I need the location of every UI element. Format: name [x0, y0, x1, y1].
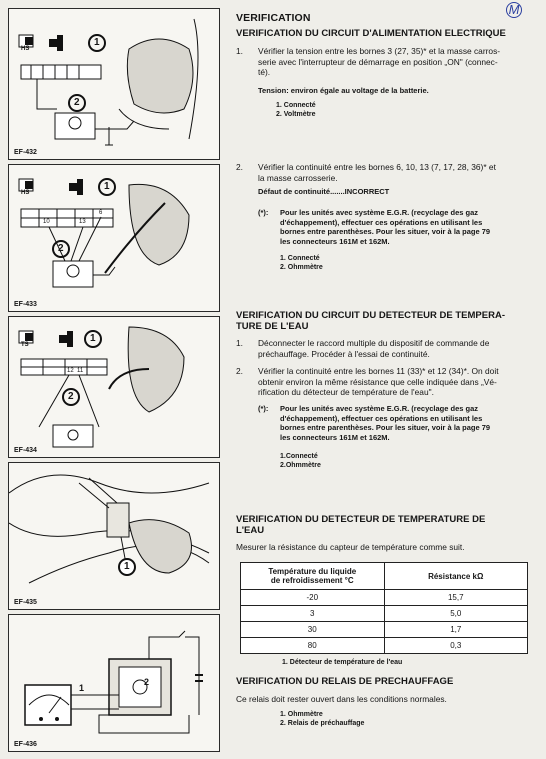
pin-label: 13	[79, 219, 86, 225]
wiring-diagram-ohmmeter	[9, 317, 219, 457]
step-number: 1.	[236, 338, 243, 348]
title-line: VERIFICATION DU DETECTEUR DE TEMPERATURE DE	[236, 514, 486, 525]
section-title: VERIFICATION DU RELAIS DE PRECHAUFFAGE	[236, 676, 454, 687]
table-cell: 5,0	[384, 606, 528, 622]
relay-ohmmeter-diagram	[9, 615, 219, 751]
step-number: 2.	[236, 366, 243, 376]
note-line: les connecteurs 161M et 162M.	[280, 236, 390, 246]
note-line: Pour les unités avec système E.G.R. (recyclage des gaz	[280, 208, 479, 217]
table-cell: 15,7	[384, 590, 528, 606]
text-line: Vérifier la continuité entre les bornes 11 (33)* et 12 (34)*. On doit	[258, 366, 499, 376]
table-cell: 0,3	[384, 638, 528, 654]
callout-2: 2	[74, 97, 80, 108]
note-line: Pour les unités avec système E.G.R. (recyclage des gaz	[280, 404, 479, 413]
section-title	[236, 310, 536, 332]
text-line: Déconnecter le raccord multiple du dispositif de commande de	[258, 338, 490, 348]
figure-ef-433	[8, 164, 220, 312]
note-line: bornes entre parenthèses. Pour les situer, voir à la page 79	[280, 423, 491, 433]
step-number: 1.	[236, 46, 243, 56]
tension-value: Tension: environ égale au voltage de la batterie.	[258, 86, 429, 95]
wiring-diagram-ohmmeter	[9, 165, 219, 311]
figure-id: EF-433	[14, 301, 37, 308]
table-cell: 1,7	[384, 622, 528, 638]
table-header-row	[241, 563, 528, 590]
pin-label: 10	[43, 219, 50, 225]
figure-id: EF-435	[14, 599, 37, 606]
section-intro: Ce relais doit rester ouvert dans les conditions normales.	[236, 694, 447, 704]
wiring-diagram-voltmeter	[9, 9, 219, 159]
table-cell: -20	[241, 590, 385, 606]
column-header-resistance: Résistance kΩ	[384, 563, 528, 590]
figure-ef-434	[8, 316, 220, 458]
callout-1: 1	[124, 561, 130, 572]
step-text	[258, 338, 538, 359]
title-line: TURE DE L'EAU	[236, 321, 309, 332]
legend-item: 2. Ohmmètre	[280, 264, 323, 271]
figure-caption: 1. Détecteur de température de l'eau	[282, 659, 403, 666]
header-line: de refroidissement °C	[270, 576, 354, 585]
text-line: la masse carrosserie.	[258, 172, 338, 183]
continuity-result: Défaut de continuité.......INCORRECT	[258, 187, 390, 196]
table-row	[241, 590, 528, 606]
note-line: d'échappement), effectuer ces opérations en utilisant les	[280, 413, 483, 423]
figure-id: EF-436	[14, 741, 37, 748]
pin-label: 12	[67, 368, 74, 374]
section-title	[236, 514, 536, 536]
figure-ts-label: TS	[21, 342, 29, 348]
step-number: 2.	[236, 162, 243, 172]
pin-label: 11	[77, 368, 84, 374]
text-line: serie avec l'interrupteur de démarrage en position „ON" (connec-	[258, 56, 498, 67]
figure-id: EF-432	[14, 149, 37, 156]
text-line: préchauffage. Procéder à l'essai de continuité.	[258, 348, 430, 359]
figure-id: EF-434	[14, 447, 37, 454]
engine-sensor-drawing	[9, 463, 219, 609]
text-line: rification du détecteur de température de l'eau".	[258, 387, 434, 397]
header-line: Température du liquide	[268, 567, 357, 576]
text-line: Vérifier la continuité entre les bornes 6, 10, 13 (7, 17, 28, 36)* et	[258, 162, 496, 172]
legend-item: 1. Ohmmètre	[280, 711, 323, 718]
text-line: té).	[258, 67, 271, 77]
figure-ef-432	[8, 8, 220, 160]
note-mark: (*):	[258, 208, 269, 217]
legend-item: 2. Relais de préchauffage	[280, 720, 365, 727]
pin-label: 6	[99, 210, 103, 216]
callout-2: 2	[68, 391, 74, 402]
step-text	[258, 46, 538, 78]
title-line: L'EAU	[236, 525, 265, 536]
table-row	[241, 638, 528, 654]
callout-1: 1	[90, 333, 96, 344]
step-text	[258, 366, 538, 398]
legend-item: 2. Voltmètre	[276, 111, 316, 118]
table-cell: 3	[241, 606, 385, 622]
page-mark: M	[506, 2, 522, 18]
title-line: VERIFICATION DU CIRCUIT DU DETECTEUR DE TEMPERA-	[236, 310, 505, 321]
callout-1: 1	[79, 683, 85, 693]
figure-hs-label: HS	[21, 46, 30, 52]
note-line: les connecteurs 161M et 162M.	[280, 432, 390, 442]
section-title: VERIFICATION	[236, 12, 311, 24]
step-text	[258, 162, 538, 197]
note-line: bornes entre parenthèses. Pour les situer, voir à la page 79	[280, 227, 491, 237]
figure-hs-label: HS	[21, 190, 30, 196]
table-cell: 30	[241, 622, 385, 638]
text-line: obtenir environ la même résistance que celle indiquée dans „Vé-	[258, 376, 497, 387]
callout-1: 1	[104, 181, 110, 192]
text-line: Vérifier la tension entre les bornes 3 (27, 35)* et la masse carros-	[258, 46, 501, 56]
note-line: d'échappement), effectuer ces opérations en utilisant les	[280, 217, 483, 227]
resistance-table	[240, 562, 528, 654]
callout-1: 1	[94, 37, 100, 48]
figure-ef-436	[8, 614, 220, 752]
section-intro: Mesurer la résistance du capteur de température comme suit.	[236, 542, 465, 552]
table-row	[241, 606, 528, 622]
section-subtitle: VERIFICATION DU CIRCUIT D'ALIMENTATION ELECTRIQUE	[236, 28, 506, 39]
legend-item: 2.Ohmmètre	[280, 462, 321, 469]
note-mark: (*):	[258, 404, 269, 413]
table-row	[241, 622, 528, 638]
table-cell: 80	[241, 638, 385, 654]
legend-item: 1.Connecté	[280, 453, 318, 460]
callout-2: 2	[144, 677, 150, 687]
callout-2: 2	[58, 243, 64, 254]
legend-item: 1. Connecté	[276, 102, 316, 109]
column-header-temperature	[241, 563, 385, 590]
figure-ef-435	[8, 462, 220, 610]
legend-item: 1. Connecté	[280, 255, 320, 262]
